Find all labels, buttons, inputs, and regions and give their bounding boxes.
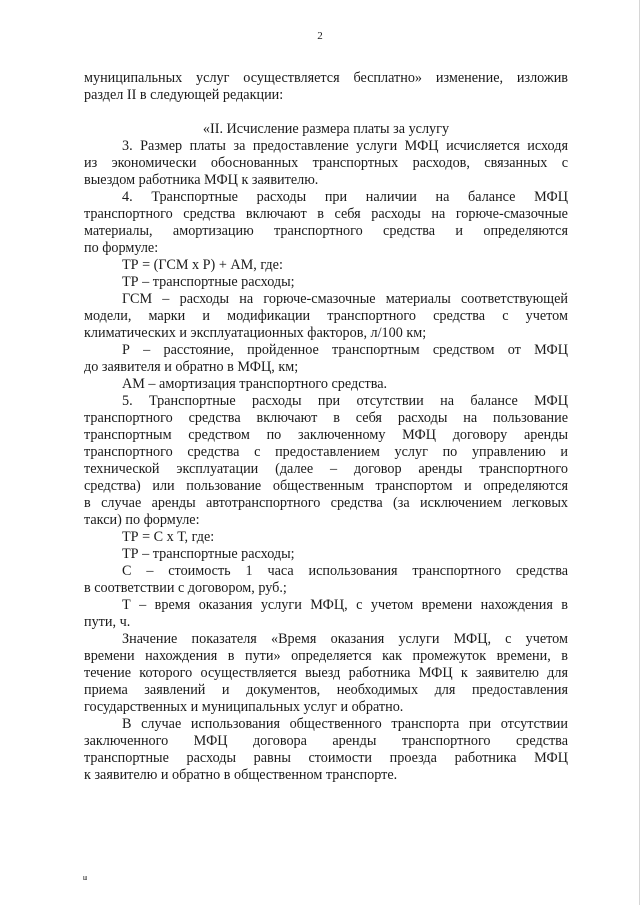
text-line: приема заявлений и документов, необходимых для предоставления xyxy=(84,682,568,698)
text-line: С – стоимость 1 часа использования транспортного средства xyxy=(122,563,568,579)
text-line: пути, ч. xyxy=(84,614,131,630)
page-number: 2 xyxy=(317,30,323,42)
text-line: транспортные расходы равны стоимости проезда работника МФЦ xyxy=(84,750,568,766)
text-line: технической эксплуатации (далее – договор аренды транспортного xyxy=(84,461,568,477)
text-line: Значение показателя «Время оказания услуги МФЦ, с учетом xyxy=(122,631,568,647)
footer-mark: ш xyxy=(83,874,88,882)
text-line: ТР = С х Т, где: xyxy=(122,529,215,545)
text-line: средства) или пользование общественным транспортом и определяются xyxy=(84,478,568,494)
text-line: заключенного МФЦ договора аренды транспортного средства xyxy=(84,733,568,749)
text-line: ТР = (ГСМ х Р) + АМ, где: xyxy=(122,257,283,273)
text-line: ТР – транспортные расходы; xyxy=(122,546,295,562)
text-line: к заявителю и обратно в общественном транспорте. xyxy=(84,767,398,783)
text-line: выездом работника МФЦ к заявителю. xyxy=(84,172,319,188)
text-line: 5. Транспортные расходы при отсутствии на балансе МФЦ xyxy=(122,393,568,409)
text-line: 3. Размер платы за предоставление услуги МФЦ исчисляется исходя xyxy=(122,138,568,154)
text-line: в соответствии с договором, руб.; xyxy=(84,580,287,596)
text-line: АМ – амортизация транспортного средства. xyxy=(122,376,388,392)
text-line: Т – время оказания услуги МФЦ, с учетом времени нахождения в xyxy=(122,597,568,613)
text-line: государственных и муниципальных услуг и обратно. xyxy=(84,699,404,715)
text-line: ГСМ – расходы на горюче-смазочные материалы соответствующей xyxy=(122,291,568,307)
text-line: «II. Исчисление размера платы за услугу xyxy=(202,121,450,137)
text-line: ТР – транспортные расходы; xyxy=(122,274,295,290)
document-body xyxy=(84,70,568,784)
text-line: материалы, амортизацию транспортного средства и определяются xyxy=(84,223,568,239)
text-line: 4. Транспортные расходы при наличии на балансе МФЦ xyxy=(122,189,568,205)
text-line: муниципальных услуг осуществляется бесплатно» изменение, изложив xyxy=(84,70,568,86)
text-line: из экономически обоснованных транспортных расходов, связанных с xyxy=(84,155,568,171)
text-line: Р – расстояние, пройденное транспортным средством от МФЦ xyxy=(122,342,568,358)
text-line: транспортного средства включают в себя расходы на горюче-смазочные xyxy=(84,206,568,222)
text-line: течение которого осуществляется выезд работника МФЦ к заявителю для xyxy=(84,665,568,681)
text-line: в случае аренды автотранспортного средства (за исключением легковых xyxy=(84,495,568,511)
text-line: раздел II в следующей редакции: xyxy=(84,87,284,103)
text-line: транспортным средством по заключенному МФЦ договору аренды xyxy=(84,427,568,443)
text-line: по формуле: xyxy=(84,240,159,256)
text-line: такси) по формуле: xyxy=(84,512,200,528)
text-line: В случае использования общественного транспорта при отсутствии xyxy=(122,716,568,732)
text-line: климатических и эксплуатационных факторов, л/100 км; xyxy=(84,325,427,341)
text-line: до заявителя и обратно в МФЦ, км; xyxy=(84,359,299,375)
text-line: времени нахождения в пути» определяется как промежуток времени, в xyxy=(84,648,568,664)
paragraph-gap xyxy=(84,104,568,121)
text-line: транспортного средства включают в себя расходы на пользование xyxy=(84,410,568,426)
text-line: транспортного средства с предоставлением услуг по управлению и xyxy=(84,444,568,460)
text-line: модели, марки и модификации транспортного средства с учетом xyxy=(84,308,568,324)
